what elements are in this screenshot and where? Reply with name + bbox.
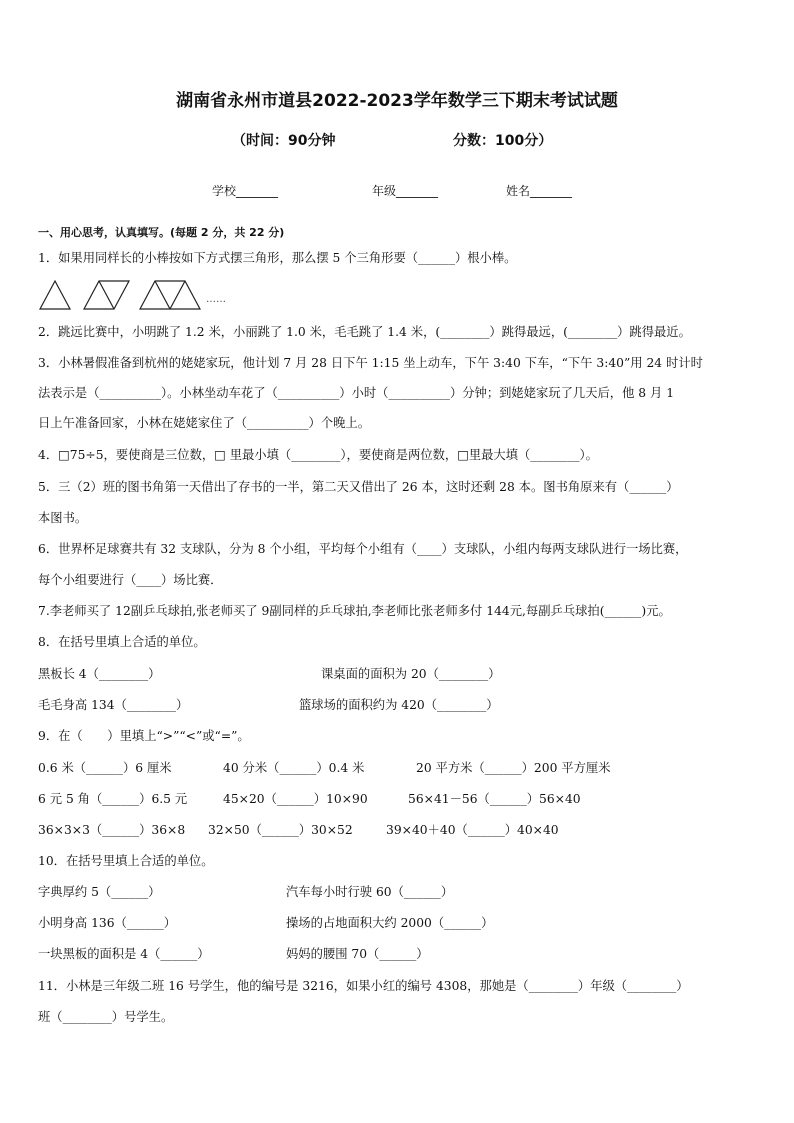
question-3-line-3: 日上午准备回家，小林在姥姥家住了（__________）个晚上。 [38, 416, 371, 430]
question-6-line-1: 6．世界杯足球赛共有 32 支球队，分为 8 个小组，平均每个小组有（____）支球队，小组内每两支球队进行一场比赛， [38, 542, 688, 556]
question-10-item-e: 一块黑板的面积是 4（______） [38, 947, 210, 961]
question-9-item: 40 分米（______）0.4 米 [223, 761, 365, 775]
question-8: 8．在括号里填上合适的单位。 [38, 635, 206, 649]
question-6-line-2: 每个小组要进行（____）场比赛． [38, 573, 223, 587]
question-7: 7.李老师买了 12副乒乓球拍,张老师买了 9副同样的乒乓球拍,李老师比张老师多付 144元,每副乒乓球拍(______)元。 [38, 604, 671, 618]
question-10-item-d: 操场的占地面积大约 2000（______） [286, 916, 494, 930]
question-9-item: 36×3×3（______）36×8 [38, 823, 186, 837]
question-9-item: 32×50（______）30×52 [208, 823, 353, 837]
triangle-1 [40, 281, 70, 309]
exam-score: 分数：100分） [453, 133, 553, 149]
triangles-3 [140, 281, 200, 309]
question-10: 10．在括号里填上合适的单位。 [38, 854, 214, 868]
question-9-item: 56×41－56（______）56×40 [408, 792, 581, 806]
question-10-item-b: 汽车每小时行驶 60（______） [286, 885, 454, 899]
question-9-item: 39×40＋40（______）40×40 [386, 823, 559, 837]
exam-time: （时间：90分钟 [232, 133, 336, 149]
question-8-item-c: 毛毛身高 134（________） [38, 698, 189, 712]
question-2: 2．跳远比赛中，小明跳了 1.2 米，小丽跳了 1.0 米，毛毛跳了 1.4 米，(________）跳得最远，(________）跳得最近。 [38, 325, 691, 339]
question-8-item-a: 黑板长 4（________） [38, 667, 161, 681]
question-8-item-d: 篮球场的面积约为 420（________） [299, 698, 499, 712]
question-11-line-2: 班（________）号学生。 [38, 1010, 174, 1024]
exam-title: 湖南省永州市道县2022-2023学年数学三下期末考试试题 [176, 91, 618, 111]
question-9-item: 45×20（______）10×90 [223, 792, 368, 806]
question-5-line-1: 5．三（2）班的图书角第一天借出了存书的一半，第二天又借出了 26 本，这时还剩 28 本。图书角原来有（______） [38, 480, 679, 494]
question-5-line-2: 本图书。 [38, 511, 88, 525]
grade-field: 年级_______ [372, 184, 439, 198]
question-1: 1．如果用同样长的小棒按如下方式摆三角形，那么摆 5 个三角形要（______）根小棒。 [38, 251, 517, 265]
question-10-item-a: 字典厚约 5（______） [38, 885, 161, 899]
question-4: 4．□75÷5，要使商是三位数，□ 里最小填（________），要使商是两位数，□里最大填（________）。 [38, 448, 598, 462]
ellipsis-dots: …… [206, 294, 226, 305]
question-11-line-1: 11．小林是三年级二班 16 号学生，他的编号是 3216，如果小红的编号 4308，那她是（________）年级（________） [38, 979, 689, 993]
question-9-item: 20 平方米（______）200 平方厘米 [416, 761, 611, 775]
question-10-item-f: 妈妈的腰围 70（______） [286, 947, 429, 961]
name-field: 姓名_______ [506, 184, 573, 198]
question-10-item-c: 小明身高 136（______） [38, 916, 177, 930]
section-heading: 一、用心思考，认真填写。(每题 2 分，共 22 分) [38, 226, 285, 239]
school-field: 学校_______ [212, 184, 279, 198]
triangle-figure [38, 278, 238, 312]
question-9-item: 0.6 米（______）6 厘米 [38, 761, 172, 775]
question-3-line-2: 法表示是（__________）。小林坐动车花了（__________）小时（__________）分钟；到姥姥家玩了几天后，他 8 月 1 [38, 386, 675, 400]
question-9-item: 6 元 5 角（______）6.5 元 [38, 792, 188, 806]
question-8-item-b: 课桌面的面积为 20（________） [321, 667, 501, 681]
question-3-line-1: 3．小林暑假准备到杭州的姥姥家玩，他计划 7 月 28 日下午 1:15 坐上动车，下午 3:40 下车，“下午 3:40”用 24 时计时 [38, 356, 703, 370]
question-9: 9．在（ ）里填上“>”“<”或“=”。 [38, 729, 250, 743]
